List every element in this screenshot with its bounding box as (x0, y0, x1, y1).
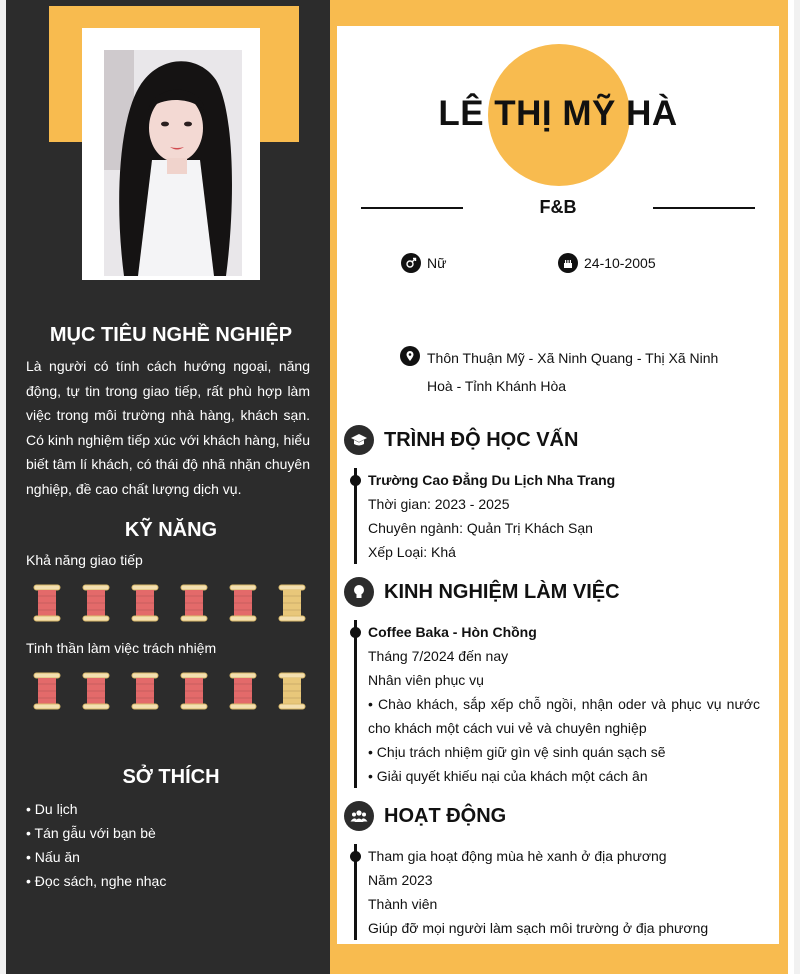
skill-label: Khả năng giao tiếp (26, 552, 143, 568)
education-time: Thời gian: 2023 - 2025 (368, 496, 510, 512)
spool-icon-filled (228, 672, 258, 710)
experience-position: Nhân viên phục vụ (368, 672, 484, 688)
experience-title: KINH NGHIỆM LÀM VIỆC (384, 580, 620, 603)
hobby-item: • Nấu ăn (26, 849, 80, 865)
hobbies-title: SỞ THÍCH (122, 766, 220, 788)
gender-icon (401, 253, 421, 273)
duty-item: • Chào khách, sắp xếp chỗ ngồi, nhận oder và phục vụ nước cho khách một cách vui vẻ và chuyên nghiệp (368, 696, 760, 736)
hobby-item: • Tán gẫu với bạn bè (26, 825, 156, 841)
activity-desc: Giúp đỡ mọi người làm sạch môi trường ở địa phương (368, 920, 709, 936)
activities-section-title (344, 801, 506, 831)
lightbulb-icon (344, 577, 374, 607)
spool-icon-empty (277, 584, 307, 622)
candidate-role: F&B (539, 197, 577, 217)
people-icon (344, 801, 374, 831)
graduation-cap-icon (344, 425, 374, 455)
spool-icon-filled (130, 672, 160, 710)
education-title: TRÌNH ĐỘ HỌC VẤN (384, 428, 579, 451)
profile-photo (82, 28, 260, 280)
portrait-image (104, 50, 242, 276)
school-name: Trường Cao Đẳng Du Lịch Nha Trang (368, 472, 616, 488)
experience-section-title (344, 577, 620, 607)
left-column (6, 0, 336, 974)
experience-entry (368, 620, 760, 788)
activity-name: Tham gia hoạt động mùa hè xanh ở địa phương (368, 848, 667, 864)
gender-value: Nữ (427, 255, 447, 271)
objective-title: MỤC TIÊU NGHỀ NGHIỆP (49, 324, 293, 346)
education-grade: Xếp Loại: Khá (368, 544, 456, 560)
education-section-title (344, 425, 578, 455)
hobby-item: • Du lịch (26, 801, 78, 817)
activities-title: HOẠT ĐỘNG (384, 804, 507, 827)
spool-icon-filled (130, 584, 160, 622)
location-pin-icon (400, 346, 420, 366)
skills-title: KỸ NĂNG (124, 519, 218, 541)
skill-label: Tinh thần làm việc trách nhiệm (26, 640, 217, 656)
spool-icon-filled (81, 672, 111, 710)
activity-role: Thành viên (368, 896, 438, 912)
spool-icon-filled (32, 584, 62, 622)
objective-text: Là người có tính cách hướng ngoại, năng động, tự tin trong giao tiếp, rất phù hợp làm việc trong môi trường nhà hàng, khách sạn. Có kinh nghiệm tiếp xúc với khách hàng, hiểu biết tâm lí khách, có thái độ nhã nhặn chuyên nghiệp, đề cao chất lượng dịch vụ. (26, 358, 310, 497)
duty-item: • Chịu trách nhiệm giữ gìn vệ sinh quán sạch sẽ (368, 744, 666, 760)
timeline-dot (350, 627, 361, 638)
spool-icon-filled (32, 672, 62, 710)
spool-icon-empty (277, 672, 307, 710)
hobbies-list (26, 797, 166, 893)
hobby-item: • Đọc sách, nghe nhạc (26, 873, 167, 889)
activity-year: Năm 2023 (368, 872, 433, 888)
gender-info (401, 253, 446, 273)
skill-rating (32, 672, 312, 712)
birthdate-info (558, 253, 656, 273)
activity-entry (368, 844, 760, 940)
divider-right (653, 207, 755, 209)
duty-item: • Giải quyết khiếu nại của khách một cách ân (368, 768, 648, 784)
spool-icon-filled (179, 584, 209, 622)
timeline-dot (350, 851, 361, 862)
education-major: Chuyên ngành: Quản Trị Khách Sạn (368, 520, 593, 536)
address-value: Thôn Thuận Mỹ - Xã Ninh Quang - Thị Xã Ninh Hoà - Tỉnh Khánh Hòa (427, 350, 719, 394)
spool-icon-filled (228, 584, 258, 622)
experience-time: Tháng 7/2024 đến nay (368, 648, 509, 664)
company-name: Coffee Baka - Hòn Chồng (368, 624, 537, 640)
address-info (400, 344, 720, 400)
birthday-cake-icon (558, 253, 578, 273)
skill-rating (32, 584, 312, 624)
spool-icon-filled (179, 672, 209, 710)
timeline-dot (350, 475, 361, 486)
education-entry (368, 468, 760, 564)
spool-icon-filled (81, 584, 111, 622)
experience-timeline (354, 620, 357, 788)
birthdate-value: 24-10-2005 (584, 255, 656, 271)
candidate-name: LÊ THỊ MỸ HÀ (438, 94, 678, 133)
